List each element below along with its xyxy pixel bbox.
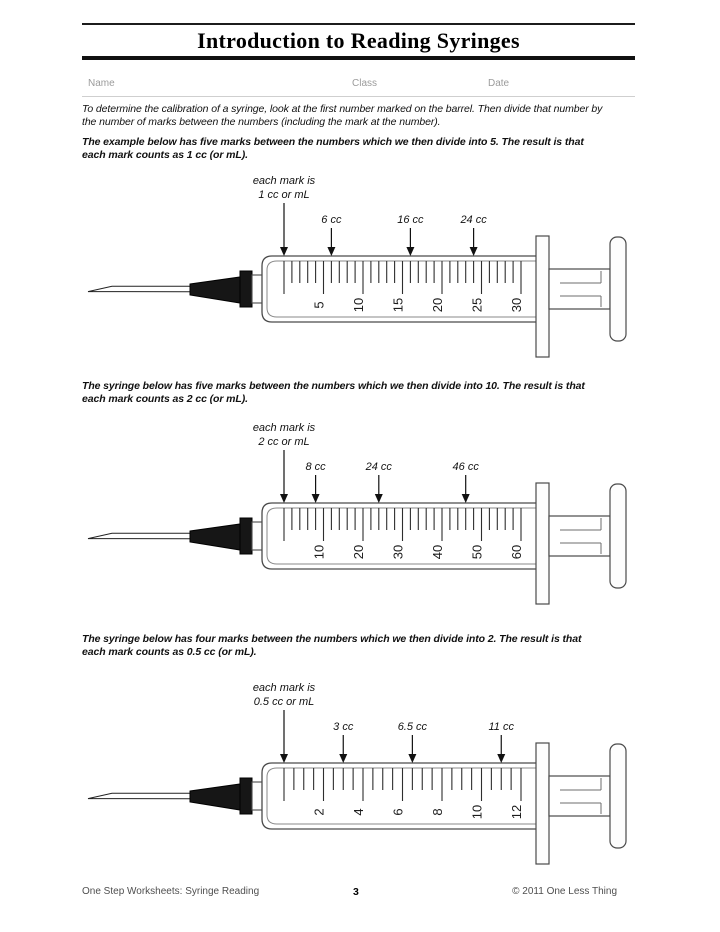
annotation-label: 46 cc	[452, 461, 479, 473]
header-bottom-rule	[82, 56, 635, 60]
barrel-flange	[536, 236, 549, 357]
annotation-arrowhead	[497, 754, 505, 763]
annotation-label: 6.5 cc	[397, 721, 428, 733]
barrel-number: 20	[430, 297, 445, 313]
annotation-arrowhead	[375, 494, 383, 503]
needle-hub-band	[240, 518, 252, 554]
zero-annotation-arrowhead	[280, 247, 288, 256]
barrel-number: 15	[390, 297, 406, 313]
intro-paragraph	[82, 103, 642, 129]
zero-annotation-label-line2: 0.5 cc or mL	[253, 696, 315, 708]
plunger-thumb-rest	[610, 237, 626, 341]
barrel-number: 10	[351, 297, 366, 313]
syringe-diagram-1	[0, 164, 720, 374]
annotation-label: 8 cc	[305, 461, 326, 473]
page-title: Introduction to Reading Syringes	[197, 28, 520, 53]
header-top-rule	[82, 23, 635, 25]
zero-annotation-label-line2: 1 cc or mL	[258, 189, 310, 201]
barrel-number: 10	[469, 804, 485, 820]
barrel-number: 20	[351, 544, 366, 560]
barrel-number: 30	[390, 544, 406, 560]
annotation-arrowhead	[462, 494, 470, 503]
barrel-flange	[536, 743, 549, 864]
intro-line-2: the number of marks between the numbers (including the mark at the number).	[82, 116, 441, 128]
barrel-number: 12	[509, 804, 524, 820]
footer-left-text: One Step Worksheets: Syringe Reading	[82, 886, 260, 897]
needle	[88, 533, 190, 538]
footer-page-number: 3	[353, 886, 359, 898]
annotation-label: 16 cc	[397, 214, 424, 226]
annotation-label: 11 cc	[488, 721, 514, 733]
section-3-line-1: The syringe below has four marks between the numbers which we then divide into 2. The result is that	[82, 633, 582, 645]
needle-hub-band	[240, 271, 252, 307]
section-1-paragraph	[82, 136, 642, 162]
barrel-number: 40	[430, 544, 445, 560]
annotation-label: 24 cc	[365, 461, 392, 473]
barrel-number: 25	[469, 297, 485, 313]
zero-annotation-label-line1: each mark is	[252, 682, 316, 694]
syringe-diagram-2	[0, 411, 720, 621]
needle	[88, 286, 190, 291]
section-3-paragraph	[82, 633, 642, 659]
annotation-arrowhead	[470, 247, 478, 256]
barrel-flange	[536, 483, 549, 604]
barrel-number: 6	[390, 808, 406, 816]
plunger-thumb-rest	[610, 484, 626, 588]
zero-annotation-label-line1: each mark is	[252, 175, 316, 187]
section-2-line-1: The syringe below has five marks between the numbers which we then divide into 10. The result is that	[82, 380, 585, 392]
annotation-label: 6 cc	[321, 214, 342, 226]
annotation-label: 3 cc	[333, 721, 354, 733]
barrel-number: 60	[509, 544, 524, 560]
barrel-number: 2	[311, 808, 327, 816]
barrel-number: 8	[430, 808, 445, 816]
needle-hub	[190, 784, 240, 810]
zero-annotation-label-line2: 2 cc or mL	[258, 436, 310, 448]
syringe-diagram-3	[0, 671, 720, 881]
intro-line-1: To determine the calibration of a syringe, look at the first number marked on the barrel. Then divide that number by	[82, 103, 603, 115]
annotation-label: 24 cc	[460, 214, 487, 226]
barrel-number: 10	[311, 544, 327, 560]
needle-hub-band	[240, 778, 252, 814]
annotation-arrowhead	[327, 247, 335, 256]
annotation-arrowhead	[406, 247, 414, 256]
section-2-paragraph	[82, 380, 642, 406]
barrel-number: 4	[351, 808, 366, 816]
annotation-arrowhead	[408, 754, 416, 763]
footer-right-text: © 2011 One Less Thing	[512, 886, 617, 897]
section-1-line-2: each mark counts as 1 cc (or mL).	[82, 149, 248, 161]
zero-annotation-label-line1: each mark is	[252, 422, 316, 434]
needle	[88, 793, 190, 798]
plunger-thumb-rest	[610, 744, 626, 848]
needle-hub	[190, 277, 240, 303]
zero-annotation-arrowhead	[280, 494, 288, 503]
barrel-number: 50	[469, 544, 485, 560]
section-1-line-1: The example below has five marks between the numbers which we then divide into 5. The result is that	[82, 136, 584, 148]
barrel-number: 5	[311, 301, 327, 309]
date-field-label: Date	[488, 78, 510, 89]
needle-hub	[190, 524, 240, 550]
fill-in-line	[82, 96, 635, 97]
annotation-arrowhead	[312, 494, 320, 503]
zero-annotation-arrowhead	[280, 754, 288, 763]
section-3-line-2: each mark counts as 0.5 cc (or mL).	[82, 646, 257, 658]
barrel-number: 30	[509, 297, 524, 313]
annotation-arrowhead	[339, 754, 347, 763]
section-2-line-2: each mark counts as 2 cc (or mL).	[82, 393, 248, 405]
name-field-label: Name	[88, 78, 115, 89]
class-field-label: Class	[352, 78, 378, 89]
